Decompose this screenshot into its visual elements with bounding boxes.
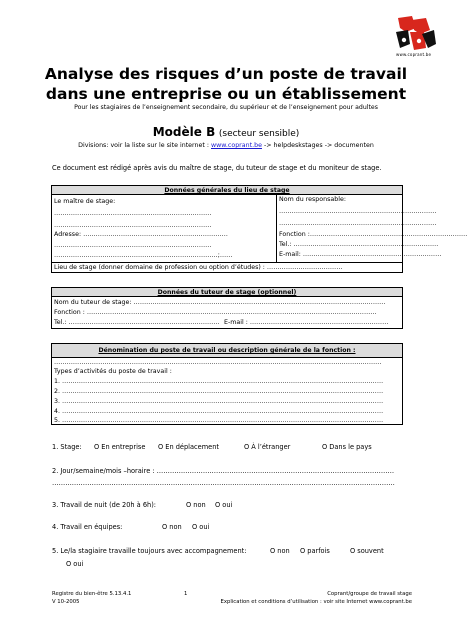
option-souvent[interactable]: O souvent bbox=[350, 547, 384, 555]
option-en-deplacement[interactable]: O En déplacement bbox=[158, 443, 219, 451]
tuteur-fonction-field[interactable]: Fonction : ………………………………………………………………………………………………………………………… bbox=[54, 309, 377, 316]
activite-1-field[interactable]: 1. ……………………………………………………………………………………………………………………………………… bbox=[54, 378, 384, 385]
responsable-label: Nom du responsable: bbox=[279, 196, 347, 203]
model-note: (secteur sensible) bbox=[218, 129, 300, 139]
divisions-line bbox=[0, 142, 452, 149]
coprant-logo bbox=[392, 14, 438, 54]
footer-right bbox=[176, 590, 412, 606]
tuteur-email-field[interactable]: E-mail : ………………………………………………………… bbox=[224, 319, 389, 326]
intro-text: Ce document est rédigé après avis du maître de stage, du tuteur de stage et du moniteur de stage. bbox=[52, 164, 382, 172]
row-divider bbox=[52, 262, 402, 263]
activite-2-field[interactable]: 2. ……………………………………………………………………………………………………………………………………… bbox=[54, 388, 384, 395]
poste-description-field[interactable]: ………………………………………………………………………………………………………………………………………… bbox=[54, 359, 382, 366]
option-oui[interactable]: O oui bbox=[192, 523, 210, 531]
option-parfois[interactable]: O parfois bbox=[300, 547, 330, 555]
divisions-suffix: -> helpdeskstages -> documenten bbox=[261, 142, 374, 149]
footer-left bbox=[52, 590, 131, 606]
fonction-field[interactable]: Fonction :………………………………………………………………… bbox=[279, 231, 467, 238]
column-divider bbox=[276, 195, 277, 262]
question-label: 5. Le/la stagiaire travaille toujours avec accompagnement: bbox=[52, 547, 247, 555]
option-oui[interactable]: O oui bbox=[66, 560, 84, 568]
section-header: Données générales du lieu de stage bbox=[52, 186, 402, 195]
adresse-field-3[interactable]: ……………………………………………………………………;…… bbox=[54, 252, 233, 259]
option-non[interactable]: O non bbox=[162, 523, 182, 531]
footer-page-number: 1 bbox=[184, 591, 188, 597]
page-title: Analyse des risques d’un poste de travail dans une entreprise ou un établissement bbox=[44, 65, 408, 103]
responsable-field-1[interactable]: ………………………………………………………………… bbox=[279, 208, 437, 215]
maitre-field-1[interactable]: ………………………………………………………………… bbox=[54, 210, 212, 217]
question-label: 1. Stage: bbox=[52, 443, 82, 451]
tel-field[interactable]: Tel.: …………………………………………………………… bbox=[279, 241, 439, 248]
maitre-label: Le maître de stage: bbox=[54, 198, 116, 205]
adresse-field-2[interactable]: ………………………………………………………………… bbox=[54, 242, 212, 249]
model-heading bbox=[0, 125, 452, 139]
section-header: Dénomination du poste de travail ou description générale de la fonction : bbox=[52, 344, 402, 358]
option-oui[interactable]: O oui bbox=[215, 501, 233, 509]
types-label: Types d’activités du poste de travail : bbox=[54, 368, 172, 375]
responsable-field-2[interactable]: ………………………………………………………………… bbox=[279, 220, 437, 227]
footer-version: V 10-2005 bbox=[52, 599, 80, 605]
option-en-entreprise[interactable]: O En entreprise bbox=[94, 443, 146, 451]
adresse-field[interactable]: Adresse: …………………………………………………………… bbox=[54, 231, 228, 238]
option-dans-le-pays[interactable]: O Dans le pays bbox=[322, 443, 372, 451]
activite-5-field[interactable]: 5. ……………………………………………………………………………………………………………………………………… bbox=[54, 417, 384, 424]
section-tuteur bbox=[51, 287, 403, 329]
coprant-link[interactable]: www.coprant.be bbox=[211, 142, 262, 149]
footer-register: Registre du bien-être 5.13.4.1 bbox=[52, 591, 132, 597]
model-name: Modèle B bbox=[152, 125, 216, 139]
question-label: 3. Travail de nuit (de 20h à 6h): bbox=[52, 501, 156, 509]
question-travail-en-equipes bbox=[52, 523, 210, 531]
lieu-field[interactable]: Lieu de stage (donner domaine de profession ou option d’études) : ……………………………… bbox=[54, 264, 343, 271]
page-subtitle: Pour les stagiaires de l’enseignement secondaire, du supérieur et de l’enseignement pour adultes bbox=[74, 104, 378, 111]
footer-usage: Explication et conditions d’utilisation : voir site Internet www.coprant.be bbox=[220, 599, 412, 605]
tuteur-tel-field[interactable]: Tel.: ……………………………………………………………… bbox=[54, 319, 220, 326]
option-non[interactable]: O non bbox=[270, 547, 290, 555]
maitre-field-2[interactable]: ………………………………………………………………… bbox=[54, 222, 212, 229]
activite-3-field[interactable]: 3. ……………………………………………………………………………………………………………………………………… bbox=[54, 398, 384, 405]
section-poste bbox=[51, 343, 403, 425]
question-stage bbox=[52, 443, 372, 451]
question-accompagnement bbox=[52, 547, 384, 568]
tuteur-nom-field[interactable]: Nom du tuteur de stage: ………………………………………………………………………………………………………… bbox=[54, 299, 386, 306]
question-label: 4. Travail en équipes: bbox=[52, 523, 123, 531]
footer-group: Coprant/groupe de travail stage bbox=[327, 591, 412, 597]
question-travail-de-nuit bbox=[52, 501, 233, 509]
email-field[interactable]: E-mail: ………………………………………………………… bbox=[279, 251, 442, 258]
section-lieu-de-stage bbox=[51, 185, 467, 273]
logo-subtext: www.coprant.be bbox=[396, 52, 432, 57]
horaire-field-2[interactable]: ………………………………………………………………………………………………………………………………………… bbox=[52, 479, 395, 487]
section-header: Données du tuteur de stage (optionnel) bbox=[52, 288, 402, 297]
divisions-prefix: Divisions: voir la liste sur le site internet : bbox=[78, 142, 211, 149]
activite-4-field[interactable]: 4. ……………………………………………………………………………………………………………………………………… bbox=[54, 408, 384, 415]
option-non[interactable]: O non bbox=[186, 501, 206, 509]
option-a-letranger[interactable]: O À l’étranger bbox=[244, 443, 291, 451]
question-horaire[interactable]: 2. Jour/semaine/mois –horaire : ……………………………………………………………………………………………… bbox=[52, 467, 395, 475]
